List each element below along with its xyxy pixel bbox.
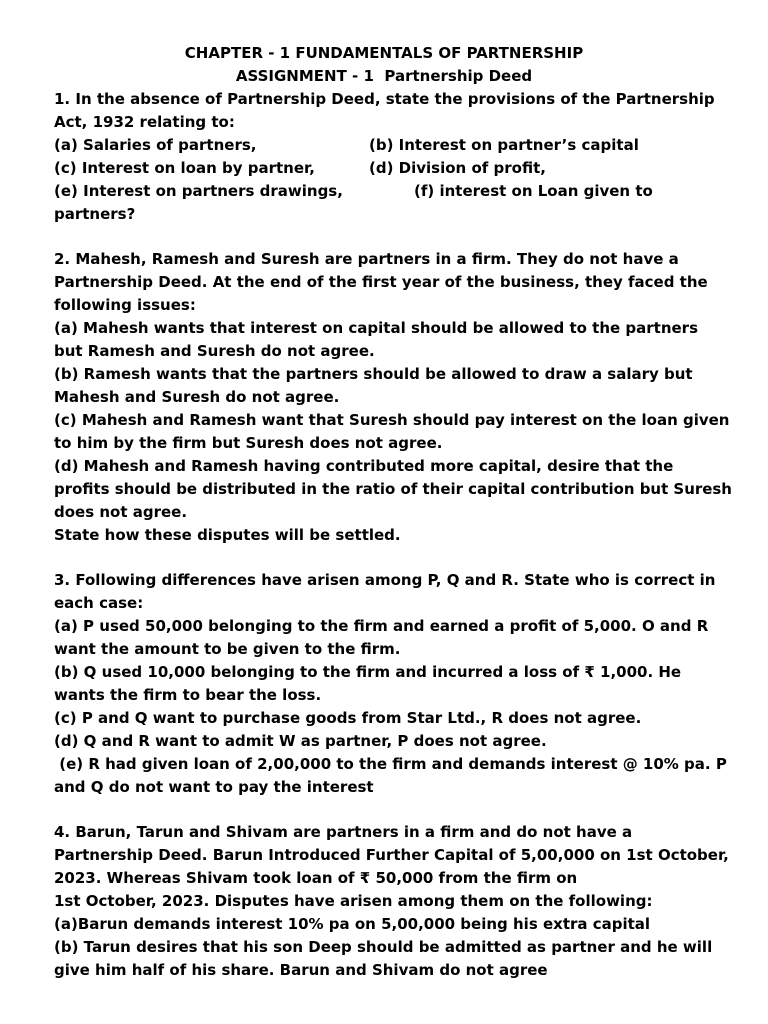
q3-line: 3. Following differences have arisen among P, Q and R. State who is correct in bbox=[54, 571, 716, 589]
q2-line: following issues: bbox=[54, 296, 196, 314]
q3-line: (c) P and Q want to purchase goods from Star Ltd., R does not agree. bbox=[54, 709, 642, 727]
q1-tail: partners? bbox=[54, 205, 136, 223]
q1-option-e: (e) Interest on partners drawings, bbox=[54, 182, 343, 200]
q3-line: and Q do not want to pay the interest bbox=[54, 778, 374, 796]
q1-line-1: 1. In the absence of Partnership Deed, state the provisions of the Partnership bbox=[54, 90, 715, 108]
q4-line: (a)Barun demands interest 10% pa on 5,00,000 being his extra capital bbox=[54, 915, 651, 933]
q2-line: (b) Ramesh wants that the partners should be allowed to draw a salary but bbox=[54, 365, 693, 383]
q4-line: give him half of his share. Barun and Shivam do not agree bbox=[54, 961, 548, 979]
q4-line: Partnership Deed. Barun Introduced Further Capital of 5,00,000 on 1st October, bbox=[54, 846, 729, 864]
q3-line: (e) R had given loan of 2,00,000 to the firm and demands interest @ 10% pa. P bbox=[54, 755, 727, 773]
q3-line: (a) P used 50,000 belonging to the firm and earned a profit of 5,000. O and R bbox=[54, 617, 709, 635]
chapter-title: CHAPTER - 1 FUNDAMENTALS OF PARTNERSHIP bbox=[184, 44, 584, 62]
q2-line: profits should be distributed in the ratio of their capital contribution but Suresh bbox=[54, 480, 732, 498]
q2-line: but Ramesh and Suresh do not agree. bbox=[54, 342, 375, 360]
q4-line: 2023. Whereas Shivam took loan of ₹ 50,000 from the firm on bbox=[54, 869, 578, 887]
q2-line: (a) Mahesh wants that interest on capital should be allowed to the partners bbox=[54, 319, 699, 337]
q2-line: does not agree. bbox=[54, 503, 188, 521]
q3-line: (d) Q and R want to admit W as partner, P does not agree. bbox=[54, 732, 547, 750]
q4-line: 1st October, 2023. Disputes have arisen among them on the following: bbox=[54, 892, 653, 910]
q3-line: want the amount to be given to the firm. bbox=[54, 640, 401, 658]
q2-line: Partnership Deed. At the end of the first year of the business, they faced the bbox=[54, 273, 708, 291]
q2-line: (c) Mahesh and Ramesh want that Suresh should pay interest on the loan given bbox=[54, 411, 730, 429]
q1-line-2: Act, 1932 relating to: bbox=[54, 113, 235, 131]
q4-line: (b) Tarun desires that his son Deep should be admitted as partner and he will bbox=[54, 938, 713, 956]
q1-option-a: (a) Salaries of partners, bbox=[54, 136, 257, 154]
q2-line: (d) Mahesh and Ramesh having contributed more capital, desire that the bbox=[54, 457, 674, 475]
q1-option-b: (b) Interest on partner’s capital bbox=[369, 136, 639, 154]
q3-line: (b) Q used 10,000 belonging to the firm and incurred a loss of ₹ 1,000. He bbox=[54, 663, 682, 681]
q2-line: 2. Mahesh, Ramesh and Suresh are partners in a firm. They do not have a bbox=[54, 250, 679, 268]
q1-option-c: (c) Interest on loan by partner, bbox=[54, 159, 315, 177]
assignment-title: ASSIGNMENT - 1 Partnership Deed bbox=[235, 67, 533, 85]
q2-line: State how these disputes will be settled. bbox=[54, 526, 401, 544]
q1-option-d: (d) Division of profit, bbox=[369, 159, 546, 177]
q1-option-f: (f) interest on Loan given to bbox=[414, 182, 653, 200]
q2-line: to him by the firm but Suresh does not agree. bbox=[54, 434, 443, 452]
q3-line: wants the firm to bear the loss. bbox=[54, 686, 322, 704]
q2-line: Mahesh and Suresh do not agree. bbox=[54, 388, 340, 406]
q3-line: each case: bbox=[54, 594, 144, 612]
q4-line: 4. Barun, Tarun and Shivam are partners in a firm and do not have a bbox=[54, 823, 633, 841]
